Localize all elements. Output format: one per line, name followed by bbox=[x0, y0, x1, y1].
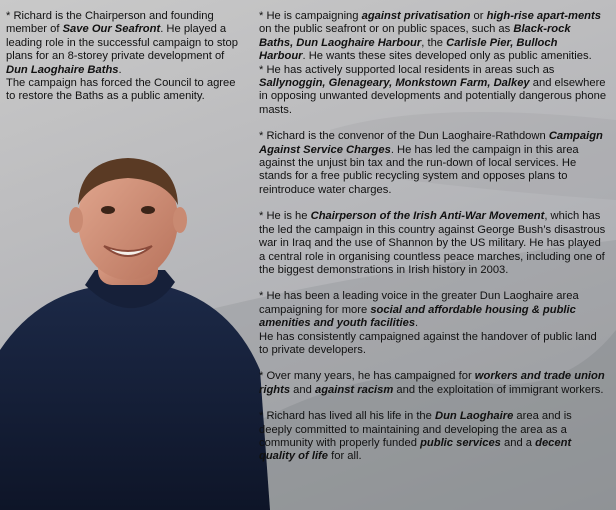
local-residents-paragraph: * He has actively supported local residents in areas such as Sallynoggin, Glenageary, Monkstown Farm, Dalkey and elsewhere in opposing unwanted developments and potentially dangerous phone masts. bbox=[259, 63, 607, 116]
public-land-paragraph: He has consistently campaigned against the handover of public land to private developers. bbox=[259, 330, 597, 356]
anti-war-paragraph: * He is he Chairperson of the Irish Anti-War Movement, which has the led the campaign in this country against George Bush’s disastrous war in Iraq and the use of Shannon by the US military. He has played a central role in organising countless peace marches, including one of the biggest demonstrations in Irish history in 2003. bbox=[259, 210, 606, 276]
intro-paragraph: * Richard is the Chairperson and founding member of Save Our Seafront. He played a leading role in the successful campaign to stop plans for an 8-storey private development of Dun Laoghaire Baths. bbox=[6, 10, 238, 76]
intro-text-block bbox=[6, 10, 238, 104]
portrait-photo bbox=[0, 150, 270, 510]
housing-paragraph: * He has been a leading voice in the greater Dun Laoghaire area campaigning for more social and affordable housing & public amenities and youth facilities. bbox=[259, 290, 579, 330]
baths-restored-paragraph: The campaign has forced the Council to agree to restore the Baths as a public amenity. bbox=[6, 77, 236, 103]
community-paragraph: * Richard has lived all his life in the Dun Laoghaire area and is deeply committed to maintaining and developing the area as a community with properly funded public services and a decent quality of life for all. bbox=[259, 410, 572, 463]
campaigns-text-block bbox=[259, 10, 607, 464]
workers-rights-paragraph: * Over many years, he has campaigned for workers and trade union rights and against racism and the exploitation of immigrant workers. bbox=[259, 370, 605, 396]
service-charges-paragraph: * Richard is the convenor of the Dun Laoghaire-Rathdown Campaign Against Service Charges. He has led the campaign in this area against the unjust bin tax and the run-down of local services. He stands for a free public recycling system and opposes plans to reintroduce water charges. bbox=[259, 130, 603, 196]
privatisation-paragraph: * He is campaigning against privatisation or high-rise apart-ments on the public seafront or on public spaces, such as Black-rock Baths, Dun Laoghaire Harbour, the Carlisle Pier, Bulloch Harbour. He wants these sites developed only as public amenities. bbox=[259, 10, 601, 63]
